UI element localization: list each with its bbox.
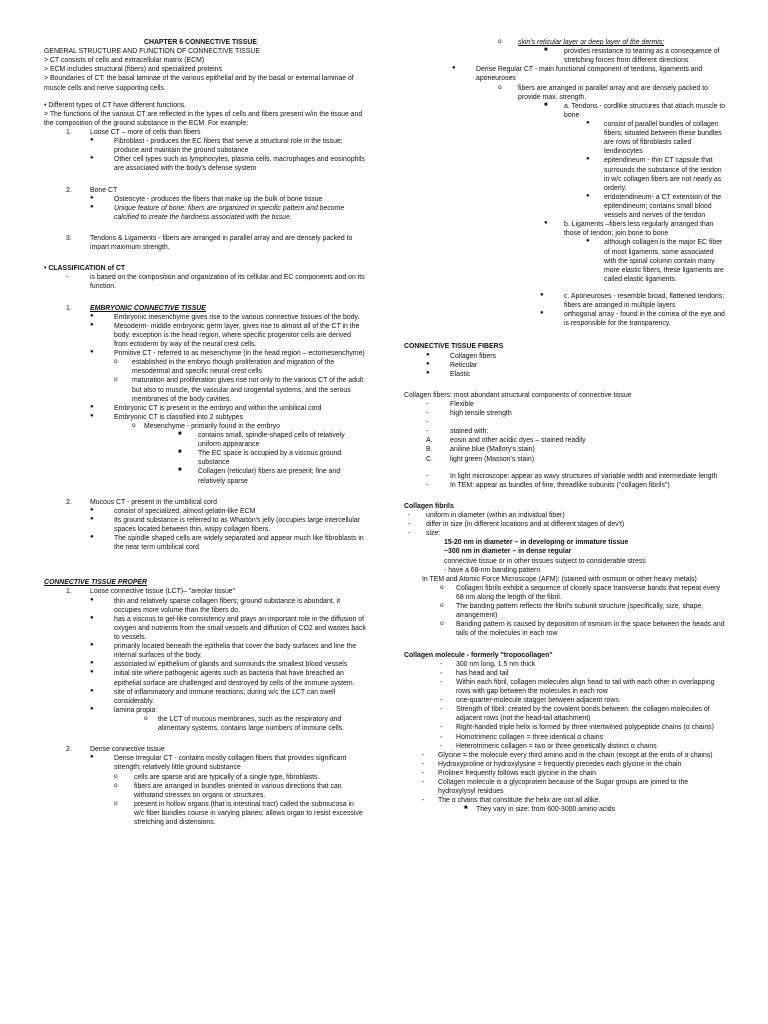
dense-ct-heading: Dense connective tissue [90, 746, 165, 754]
list-item: - Proline= frequently follows each glycine in the chain [422, 769, 597, 777]
list-item: - Hydroxyproline or hydroxylysine = frequently precedes each glycine in the chain [422, 760, 682, 768]
list-item: - Flexible [426, 400, 474, 408]
list-item: ● Unique feature of bone: fibers are organized in specific pattern and become calcified to create the hardness associated with the tissue. [90, 203, 345, 221]
list-item: ● Embryonic CT is classified into 2 subtypes [90, 412, 243, 421]
functions-line: > The functions of the various CT are reflected in the types of cells and fibers present w/in the tissue and the composition of the ground substance in the ECM. For example: [44, 110, 363, 127]
list-item: - Homotrimeric collagen = three identical α chains [440, 733, 604, 741]
list-item: o Banding pattern is caused by deposition of osmium in the space between the heads and tails of the molecules in each row [440, 620, 725, 638]
ligaments-heading: b. Ligaments –fibers less regularly arranged than those of tendon; join bone to bone [564, 221, 714, 238]
square-bullet-icon: ■ [178, 449, 182, 456]
intro-line: > ECM includes structural (fibers) and specialized proteins [44, 66, 222, 74]
circle-bullet-icon: o [440, 602, 444, 610]
list-item: - Strength of fibril: created by the covalent bonds between. the collagen molecules of adjacent rows (not the head-tail attachment) [440, 706, 710, 723]
bullet-icon: ● [90, 412, 94, 419]
collagen-fibers-line: Collagen fibers: most abundant structural components of connective tissue [404, 391, 632, 399]
list-item: o established in the embryo though proliferation and migration of the mesodermal and specific neural crest cells [114, 358, 335, 376]
bullet-icon: ● [90, 614, 94, 621]
list-item: - In light microscope: appear as wavy structures of variable width and intermediate length [426, 472, 718, 480]
list-item: ● consist of parallel bundles of collagen fibers; situated between these bundles are rows of fibroblasts called tendinocytes [586, 119, 722, 156]
list-item: ● endotendineum- a CT extension of the epitendineum; contains small blood vessels and nerves of the tendon [586, 192, 722, 220]
list-item: - high tensile strength [426, 410, 512, 418]
list-item: ● initial site where pathogenic agents such as bacteria that have breached an epithelial surface are challenged and destroyed by cells of the immune system. [90, 669, 355, 687]
collagen-fibrils-heading: Collagen fibrils [404, 502, 454, 510]
list-item: ● Collagen fibers [426, 351, 496, 360]
bullet-icon: ● [90, 506, 94, 513]
list-item: B. aniline blue (Mallory's stain) [426, 446, 535, 454]
bullet-icon: ● [90, 203, 94, 210]
list-item: ● Dense Irregular CT - contains mostly collagen fibers that provides significant strength; relatively little ground substance [90, 754, 347, 772]
list-item: - In TEM: appear as bundles of fine, threadlike subunits ("collagen fibrils") [426, 481, 670, 489]
collagen-molecule-heading: Collagen molecule - formerly "tropocollagen" [404, 651, 553, 659]
list-item: 2. Bone CT [66, 186, 366, 195]
list-item: o the LCT of mucous membranes, such as the respiratory and alimentary systems, contains large numbers of immune cells. [144, 715, 345, 733]
list-item: 1. Loose CT – more of cells than fibers [66, 128, 366, 137]
circle-bullet-icon: o [144, 715, 148, 722]
bullet-icon: ● [586, 156, 590, 163]
circle-bullet-icon: o [114, 799, 118, 807]
circle-bullet-icon: o [440, 583, 444, 591]
bone-ct-heading: Bone CT [90, 186, 118, 194]
bullet-icon: ● [90, 321, 94, 328]
circle-bullet-icon: o [114, 358, 118, 366]
list-item [544, 102, 726, 120]
loose-ct-proper-heading: Loose connective tissue (LCT)– "areolar tissue" [90, 588, 236, 596]
left-column [44, 38, 366, 827]
list-item: o fibers are arranged in parallel array and are densely packed to provide max. strength. [498, 83, 708, 101]
bullet-icon: ● [426, 369, 430, 376]
list-item: - uniform in diameter (within an individual fiber) [408, 512, 565, 520]
list-item: ● lamina propia [90, 705, 156, 714]
list-item: 1. Loose connective tissue (LCT)– "areolar tissue" [66, 587, 366, 596]
classification-heading: • CLASSIFICATION of CT [44, 265, 126, 273]
list-item: ■ provides resistance to tearing as a consequence of stretching forces from different directions. [544, 47, 720, 65]
list-item: ● The spindle shaped cells are widely separated and appear much like fibroblasts in the near term umbilical cord [90, 534, 364, 552]
ct-fibers-heading: CONNECTIVE TISSUE FIBERS [404, 343, 504, 351]
list-item: - The α chains that constitute the helix are not all alike. [422, 797, 601, 805]
bullet-icon: ● [452, 65, 456, 72]
bullet-icon: ● [90, 534, 94, 541]
list-item: ● epitendineum - thin CT capsule that surrounds the substance of the tendon in w/c collagen fibers are not nearly as orderly. [586, 156, 722, 192]
mucous-ct-heading: Mucous CT - present in the umbilical cord [90, 498, 218, 506]
embryonic-ct-heading: EMBRYONIC CONNECTIVE TISSUE [90, 304, 206, 312]
square-bullet-icon: ■ [464, 805, 468, 812]
right-column: o skin's reticular layer or deep layer of the dermis; ■ provides resistance to tearing as a consequence of stretching forces from different directions. ● Dense Regular CT - main functional component of tendons, ligaments and aponeuroses o fibers are arranged in parallel array and are densely packed to provide max. strength. ■ a. Tendons - cordlike structures that attach muscle to bone ● consist of parallel bundles of collagen fibers; situated between these bundles are rows of fibroblasts called tendinocytes ● epitendineum - thin CT capsule that surrounds the substance of the tendon in w/c collagen fibers are not nearly as orderly. ● endotendineum- a CT extension of the epitendineum; contains small blood vessels and nerves of the tendon ● b. Ligaments –fibers less regularly arranged than those of tendon; join bone to bone ● although collagen is the major EC fiber of most ligaments, some associated with the spinal column contain many more elastic fibers, these ligaments are called elastic ligaments. ● c. Aponeuroses - resemble broad, flattened tendons; fibers are arranged in multiple layers ● orthogonal array - found in the cornea of the eye and is responsible for the transparency. CONNECTIVE TISSUE FIBERS ● Collagen fibers ● Reticular ● Elastic Collagen fibers: most abundant structural components of connective tissue - Flexible - high tensile strength - - stained with: A. eosin and other acidic dyes – stained readily B. aniline blue (Mallory's stain) C. light green (Masson's stain) - In light microscope: appear as wavy structures of variable width and intermediate length - In TEM: appear as bundles of fine, threadlike subunits ("collagen fibrils") Collagen fibrils - uniform in diameter (within an individual fiber) - differ in size (in different locations and at different stages of dev't) - size: 15-20 nm in diameter – in developing or immature tissue ~300 nm in diameter – in dense regular connective tissue or in other tissues subject to considerable stress - have a 68-nm banding pattern In TEM and Atomic Force Microscope (AFM): (stained with osmium or other heavy metals) o Collagen fibrils exhibit a sequence of closely space transverse bands that repeat every 68 nm along the length of the fibril. o The banding pattern reflects the fibril's subunit structure (specifically, size, shape, arrangement) o Banding pattern is caused by deposition of osmium in the space between the heads and tails of the molecules in each row Collagen molecule - formerly "tropocollagen" - 300 nm long, 1.5 nm thick - has head and tail - Within each fibril, collagen molecules align head to tail with each other in overlapping rows with gap between the molecules in each row - one-quarter-molecule stagger between adjacent rows - Strength of fibril: created by the covalent bonds between. the collagen molecules of adjacent rows (not the head-tail attachment) - Right-handed triple helix is formed by three intertwined polypeptide chains (α chains) - Homotrimeric collagen = three identical α chains - Heterotrimeric collagen = two or three genetically distinct α chains - Glycine = the molecule every third amino acid in the chain (except at the ends of α chains) - Hydroxyproline or hydroxylysine = frequently precedes each glycine in the chain - Proline= frequently follows each glycine in the chain - Collagen molecule is a glycoprotein because of the Sugar groups are joined to the hydroxylysyl residues - The α chains that constitute the helix are not all alike. ■ They vary in size: from 600-3000 amino acids [404, 38, 726, 814]
list-item [544, 220, 726, 238]
list-item: - [426, 419, 429, 427]
bullet-icon: ● [90, 137, 94, 144]
list-item: ● site of inflammatory and immune reactions; during w/c the LCT can swell considerably. [90, 687, 336, 705]
list-item: o cells are sparse and are typically of a single type, fibroblasts. [114, 772, 320, 781]
list-item: ● Other cell types such as lymphocytes, plasma cells, macrophages and eosinophils are associated with the body's defense system [90, 155, 365, 173]
circle-bullet-icon: o [498, 83, 502, 91]
list-item: ● Mesoderm- middle embryonic germ layer, gives rise to almost all of the CT in the body. exception is the head region, where specific progenitor cells are derived from ectoderm by way of the neural crest cells. [90, 321, 360, 348]
bullet-icon: ● [90, 660, 94, 667]
list-item: C. light green (Masson's stain) [426, 455, 535, 463]
list-item: ● Osteocyte - produces the fibers that make up the bulk of bone tissue [90, 194, 323, 203]
bullet-icon: ● [90, 403, 94, 410]
list-item: o present in hollow organs (that is intestinal tract) called the submucosa in w/c fiber bundles course in varying planes; allows organ to resist excessive stretching and distensions. [114, 799, 363, 827]
functions-line: • Different types of CT have different functions. [44, 101, 187, 109]
list-item: - size: [408, 530, 441, 538]
circle-bullet-icon: o [114, 772, 118, 780]
square-bullet-icon: ■ [178, 467, 182, 474]
list-item: ● Embryonic mesenchyme gives rise to the various connective tissues of the body. [90, 312, 360, 321]
circle-bullet-icon: o [114, 376, 118, 384]
bullet-icon: ● [90, 705, 94, 712]
list-item: o skin's reticular layer or deep layer of the dermis; [498, 38, 665, 46]
circle-bullet-icon: o [114, 781, 118, 789]
tendons-heading: a. Tendons - cordlike structures that attach muscle to bone [564, 102, 726, 119]
list-item: - has head and tail [440, 669, 509, 677]
list-item: ● orthogonal array - found in the cornea of the eye and is responsible for the transparency. [540, 310, 725, 328]
list-item: o Mesenchyme - primarily found in the embryo [132, 421, 280, 430]
list-item: o maturation and proliferation gives rise not only to the various CT of the adult but also to muscle, the vascular and urogenital systems, and the serous membranes of the body cavities. [114, 376, 364, 403]
list-item: - Within each fibril, collagen molecules align head to tail with each other in overlapping rows with gap between the molecules in each row [440, 678, 715, 695]
list-item: ■ Collagen (reticular) fibers are present; fine and relatively sparse [178, 467, 341, 485]
list-item: ■ The EC space is occupied by a viscous ground substance [178, 449, 342, 467]
list-item: ● thin and relatively sparse collagen fibers; ground substance is abundant, it occupies more volume than the fibers do. [90, 596, 340, 614]
bullet-icon: ● [90, 155, 94, 162]
bullet-icon: ● [90, 642, 94, 649]
circle-bullet-icon: o [440, 620, 444, 628]
intro-line: > CT consists of cells and extracellular matrix (ECM) [44, 57, 205, 65]
bullet-icon: ● [540, 291, 544, 298]
bullet-icon: ● [90, 669, 94, 676]
bullet-icon: ● [586, 192, 590, 199]
list-item: 3. Tendons & Ligaments - fibers are arranged in parallel array and are densely packed to impart maximum strength. [66, 234, 353, 252]
ct-proper-heading: CONNECTIVE TISSUE PROPER [44, 579, 147, 587]
bullet-icon: ● [586, 119, 590, 126]
list-item: - stained with: [426, 428, 489, 436]
circle-bullet-icon: o [498, 38, 502, 45]
list-item: ● Embryonic CT is present in the embryo and within the umbilical cord [90, 403, 322, 412]
list-item: ● primarily located beneath the epithelia that cover the body surfaces and line the internal surfaces of the body. [90, 642, 357, 660]
list-item: ● consist of specialized, almost gelatin-like ECM [90, 506, 256, 515]
intro-line: > Boundaries of CT: the basal laminae of the various epithelial and by the basal or external laminae of muscle cells and nerve supporting cells. [44, 75, 354, 92]
list-item: o Collagen fibrils exhibit a sequence of closely space transverse bands that repeat every 68 nm along the length of the fibril. [440, 583, 720, 602]
list-item: ■ contains small, spindle-shaped cells of relatively uniform appearance [178, 431, 345, 449]
bullet-icon: ● [586, 238, 590, 245]
section-subtitle: GENERAL STRUCTURE AND FUNCTION OF CONNECTIVE TISSUE [44, 48, 260, 56]
bullet-icon: ● [90, 194, 94, 201]
list-item: ● Primitive CT - referred to as mesenchyme (in the head region – ectomesenchyme) [90, 349, 365, 358]
list-item: - Glycine = the molecule every third amino acid in the chain (except at the ends of α chains) [422, 751, 713, 759]
list-item: ● although collagen is the major EC fiber of most ligaments, some associated with the spinal column contain many more elastic fibers, these ligaments are called elastic ligaments. [586, 238, 724, 283]
list-item: o The banding pattern reflects the fibril's subunit structure (specifically, size, shape, arrangement) [440, 602, 704, 620]
bullet-icon: ● [540, 310, 544, 317]
list-item: ■ They vary in size: from 600-3000 amino acids [464, 805, 616, 814]
bullet-icon: ● [90, 687, 94, 694]
dense-regular-heading: Dense Regular CT - main functional component of tendons, ligaments and aponeuroses [476, 66, 703, 83]
chapter-title: CHAPTER 6 CONNECTIVE TISSUE [144, 39, 257, 46]
list-item: - Collagen molecule is a glycoprotein because of the Sugar groups are joined to the hydroxylysyl residues [422, 779, 689, 796]
list-item: - Right-handed triple helix is formed by three intertwined polypeptide chains (α chains) [440, 724, 714, 732]
bullet-icon: ● [90, 596, 94, 603]
list-item: A. eosin and other acidic dyes – stained readily [426, 437, 586, 445]
list-item: 2. Mucous CT - present in the umbilical cord [66, 498, 366, 507]
bullet-icon: ● [426, 360, 430, 367]
square-bullet-icon: ■ [544, 101, 548, 108]
list-item: ● Reticular [426, 360, 478, 369]
list-item: - 300 nm long, 1.5 nm thick [440, 660, 535, 668]
list-item: o fibers are arranged in bundles oriented in various directions that can withstand stresses on organs or structures. [114, 781, 342, 799]
loose-ct-heading: Loose CT – more of cells than fibers [90, 128, 201, 136]
bullet-icon: ● [544, 220, 548, 227]
bullet-icon: ● [90, 515, 94, 522]
bullet-icon: ● [90, 312, 94, 319]
list-item: ● Elastic [426, 369, 471, 378]
list-item: ● Fibroblast - produces the EC fibers that serve a structural role in the tissue; produce and maintain the ground substance [90, 137, 343, 155]
list-item: ● associated w/ epithelium of glands and surrounds the smallest blood vessels [90, 660, 348, 669]
bullet-icon: ● [426, 351, 430, 358]
list-item: - is based on the composition and organization of its cellular and EC components and on its function. [66, 274, 365, 291]
list-item: 1. EMBRYONIC CONNECTIVE TISSUE [66, 304, 366, 313]
list-item [452, 65, 726, 83]
list-item: ● Its ground substance is referred to as Wharton's jelly (occupies large intercellular spaces located between thin, wispy collagen fibers. [90, 515, 361, 534]
square-bullet-icon: ■ [178, 431, 182, 438]
list-item: - one-quarter-molecule stagger between adjacent rows [440, 697, 619, 705]
list-item: - differ in size (in different locations and at different stages of dev't) [408, 521, 625, 529]
circle-bullet-icon: o [132, 421, 136, 429]
list-item: - Heterotrimeric collagen = two or three genetically distinct α chains [440, 742, 657, 750]
list-item: 2. Dense connective tissue [66, 745, 366, 754]
bullet-icon: ● [90, 349, 94, 356]
list-item: ● has a viscous to gel-like consistency and plays an important role in the diffusion of oxygen and nutrients from the small vessels and diffusion of CO2 and wastes back to vessels. [90, 614, 366, 642]
list-item: ● c. Aponeuroses - resemble broad, flattened tendons; fibers are arranged in multiple layers [540, 291, 725, 310]
bullet-icon: ● [90, 754, 94, 761]
square-bullet-icon: ■ [544, 47, 548, 54]
